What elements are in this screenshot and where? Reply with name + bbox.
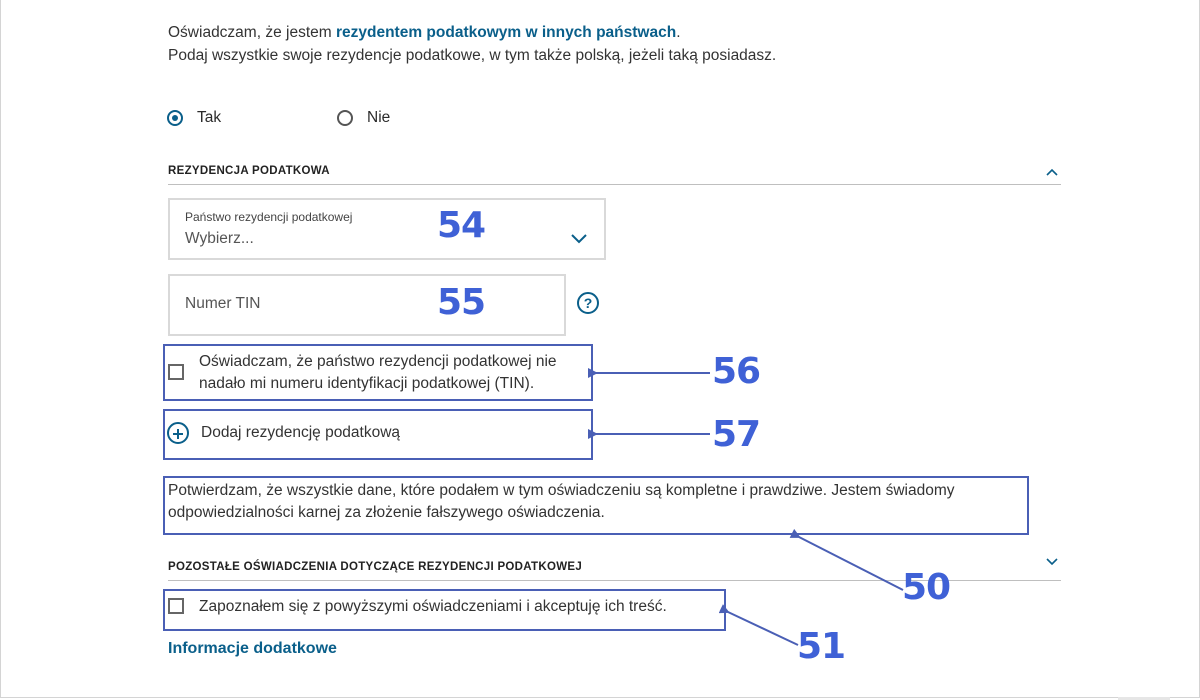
help-icon[interactable]: ?	[577, 292, 599, 314]
confirmation-line2: odpowiedzialności karnej za złożenie fałszywego oświadczenia.	[168, 504, 605, 521]
radio-tak-label: Tak	[197, 109, 222, 126]
arrow-50	[799, 537, 903, 590]
no-tin-line2: nadało mi numeru identyfikacji podatkowej (TIN).	[199, 375, 535, 392]
intro-line1-suffix: .	[676, 24, 681, 41]
arrow-51	[728, 612, 798, 645]
annotation-number-57: 57	[712, 414, 761, 455]
additional-info-link[interactable]: Informacje dodatkowe	[168, 640, 337, 657]
intro-line1-prefix: Oświadczam, że jestem	[168, 24, 336, 41]
no-tin-line1: Oświadczam, że państwo rezydencji podatkowej nie	[199, 353, 557, 370]
annotation-number-50: 50	[902, 567, 951, 608]
intro-line2: Podaj wszystkie swoje rezydencje podatkowe, w tym także polską, jeżeli taką posiadasz.	[168, 47, 777, 64]
radio-nie-label: Nie	[367, 109, 391, 126]
annotation-number-54: 54	[437, 205, 486, 246]
annotation-number-55: 55	[437, 282, 486, 323]
add-residence-button[interactable]: Dodaj rezydencję podatkową	[201, 424, 401, 441]
tax-resident-link[interactable]: rezydentem podatkowym w innych państwach	[335, 24, 677, 41]
tin-input-placeholder: Numer TIN	[185, 295, 261, 312]
country-select-label: Państwo rezydencji podatkowej	[185, 210, 353, 224]
section-title-tax-residence: REZYDENCJA PODATKOWA	[168, 165, 330, 177]
annotation-number-51: 51	[797, 626, 846, 667]
confirmation-line1: Potwierdzam, że wszystkie dane, które podałem w tym oświadczeniu są kompletne i prawdziwe. Jestem świadomy	[168, 482, 955, 499]
accept-checkbox-label: Zapoznałem się z powyższymi oświadczeniami i akceptuję ich treść.	[199, 598, 667, 615]
annotation-number-56: 56	[712, 351, 761, 392]
section-title-other-statements: POZOSTAŁE OŚWIADCZENIA DOTYCZĄCE REZYDENCJI PODATKOWEJ	[168, 561, 583, 573]
country-select-value: Wybierz...	[185, 230, 254, 247]
